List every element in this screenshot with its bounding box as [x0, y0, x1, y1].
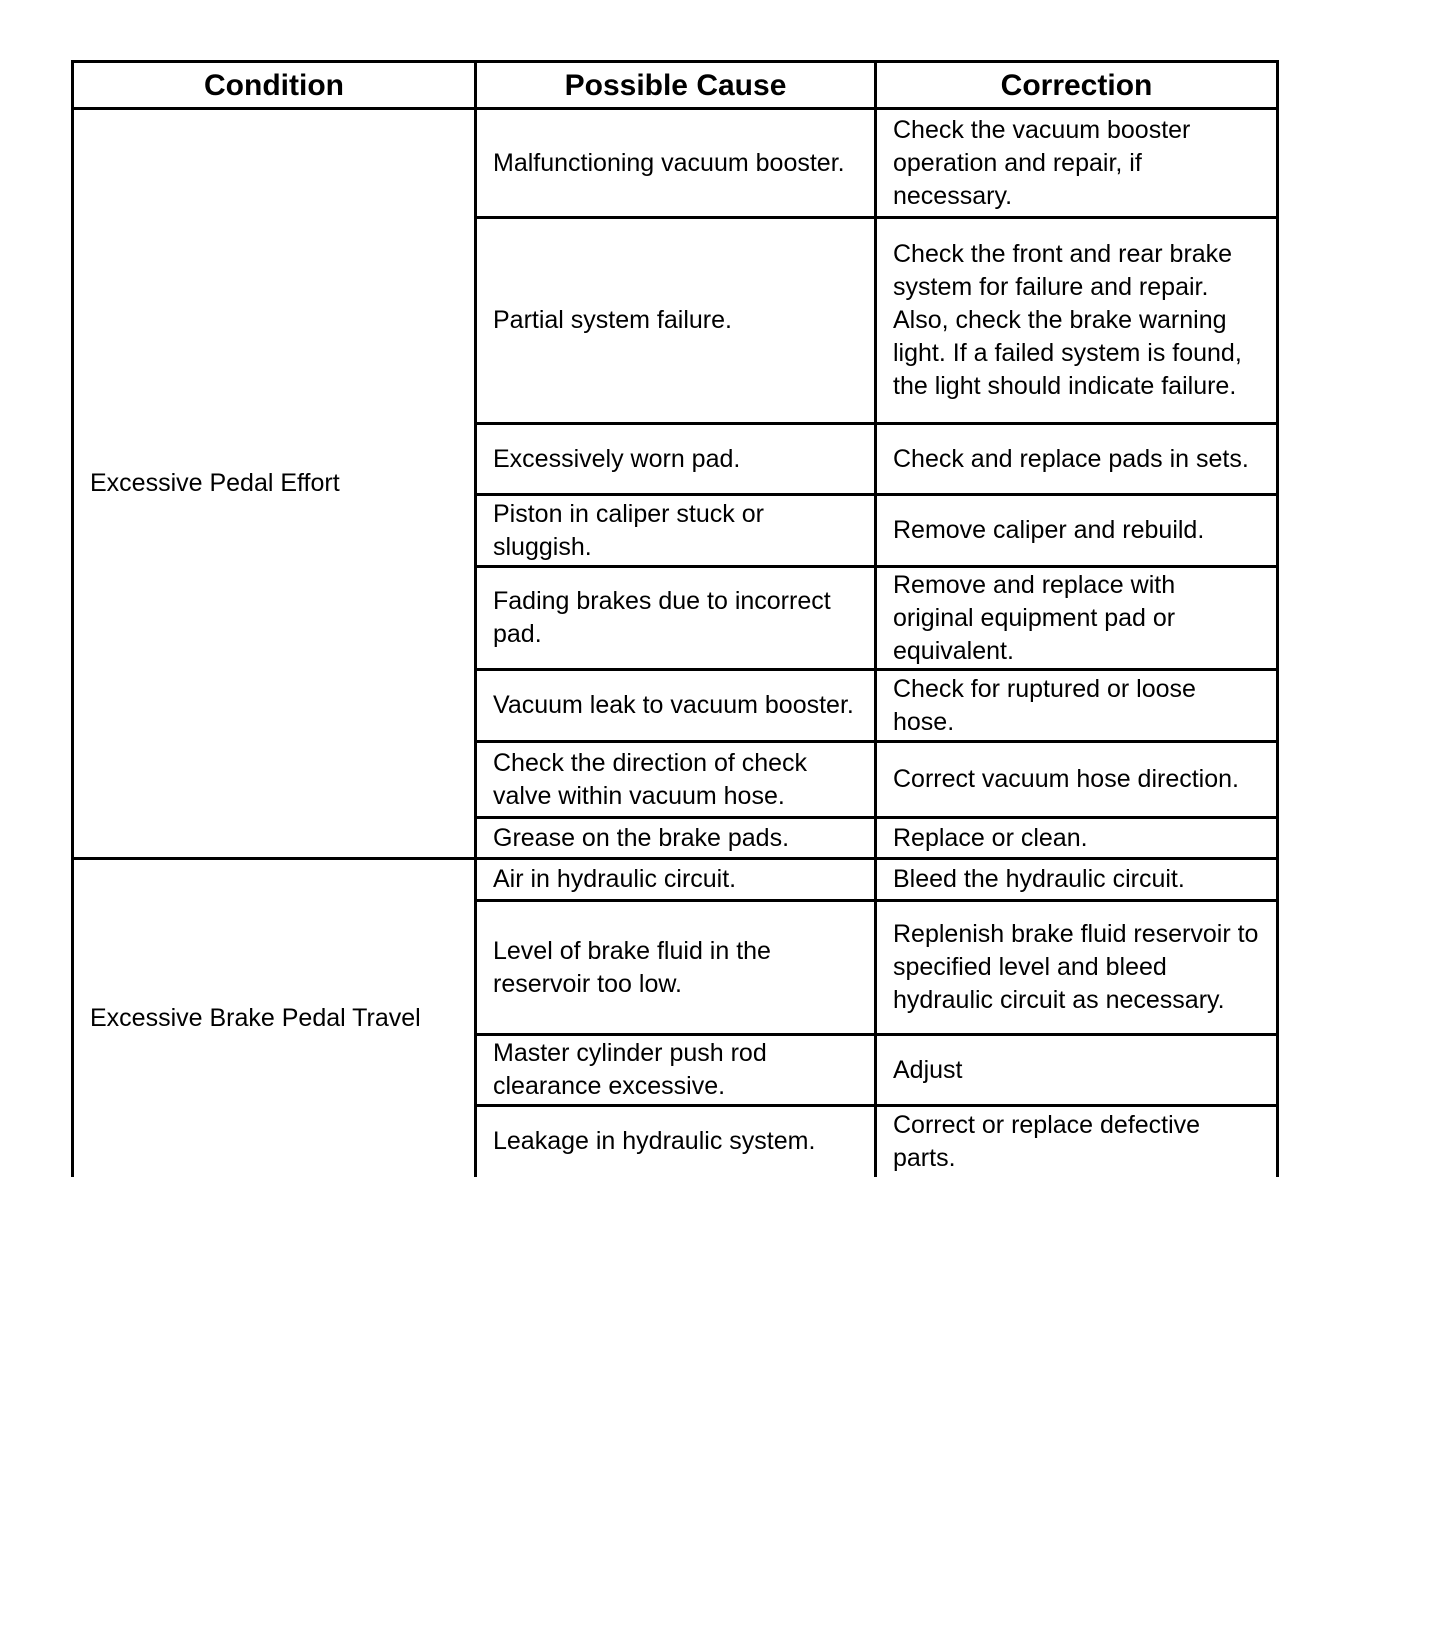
correction-cell: Remove and replace with original equipment pad or equivalent. [876, 567, 1278, 670]
correction-cell: Remove caliper and rebuild. [876, 495, 1278, 567]
header-row [73, 62, 1278, 109]
possible-cause-cell: Air in hydraulic circuit. [476, 859, 876, 901]
table-row [73, 859, 1278, 901]
header-correction: Correction [876, 62, 1278, 109]
header-condition: Condition [73, 62, 476, 109]
correction-cell: Correct or replace defective parts. [876, 1106, 1278, 1177]
correction-cell: Correct vacuum hose direction. [876, 742, 1278, 818]
correction-cell: Replace or clean. [876, 818, 1278, 859]
possible-cause-cell: Partial system failure. [476, 218, 876, 424]
correction-cell: Check the vacuum booster operation and repair, if necessary. [876, 109, 1278, 218]
condition-cell: Excessive Brake Pedal Travel [73, 859, 476, 1177]
possible-cause-cell: Vacuum leak to vacuum booster. [476, 670, 876, 742]
header-possible-cause: Possible Cause [476, 62, 876, 109]
possible-cause-cell: Malfunctioning vacuum booster. [476, 109, 876, 218]
condition-cell: Excessive Pedal Effort [73, 109, 476, 859]
table-row [73, 109, 1278, 218]
possible-cause-cell: Check the direction of check valve within vacuum hose. [476, 742, 876, 818]
correction-cell: Check and replace pads in sets. [876, 424, 1278, 495]
possible-cause-cell: Excessively worn pad. [476, 424, 876, 495]
possible-cause-cell: Grease on the brake pads. [476, 818, 876, 859]
possible-cause-cell: Level of brake fluid in the reservoir too low. [476, 901, 876, 1035]
correction-cell: Bleed the hydraulic circuit. [876, 859, 1278, 901]
possible-cause-cell: Master cylinder push rod clearance excessive. [476, 1035, 876, 1106]
correction-cell: Check the front and rear brake system for failure and repair. Also, check the brake warning light. If a failed system is found, the light should indicate failure. [876, 218, 1278, 424]
possible-cause-cell: Piston in caliper stuck or sluggish. [476, 495, 876, 567]
correction-cell: Check for ruptured or loose hose. [876, 670, 1278, 742]
correction-cell: Replenish brake fluid reservoir to specified level and bleed hydraulic circuit as necessary. [876, 901, 1278, 1035]
possible-cause-cell: Fading brakes due to incorrect pad. [476, 567, 876, 670]
brake-troubleshooting-table [71, 60, 1279, 1177]
possible-cause-cell: Leakage in hydraulic system. [476, 1106, 876, 1177]
correction-cell: Adjust [876, 1035, 1278, 1106]
